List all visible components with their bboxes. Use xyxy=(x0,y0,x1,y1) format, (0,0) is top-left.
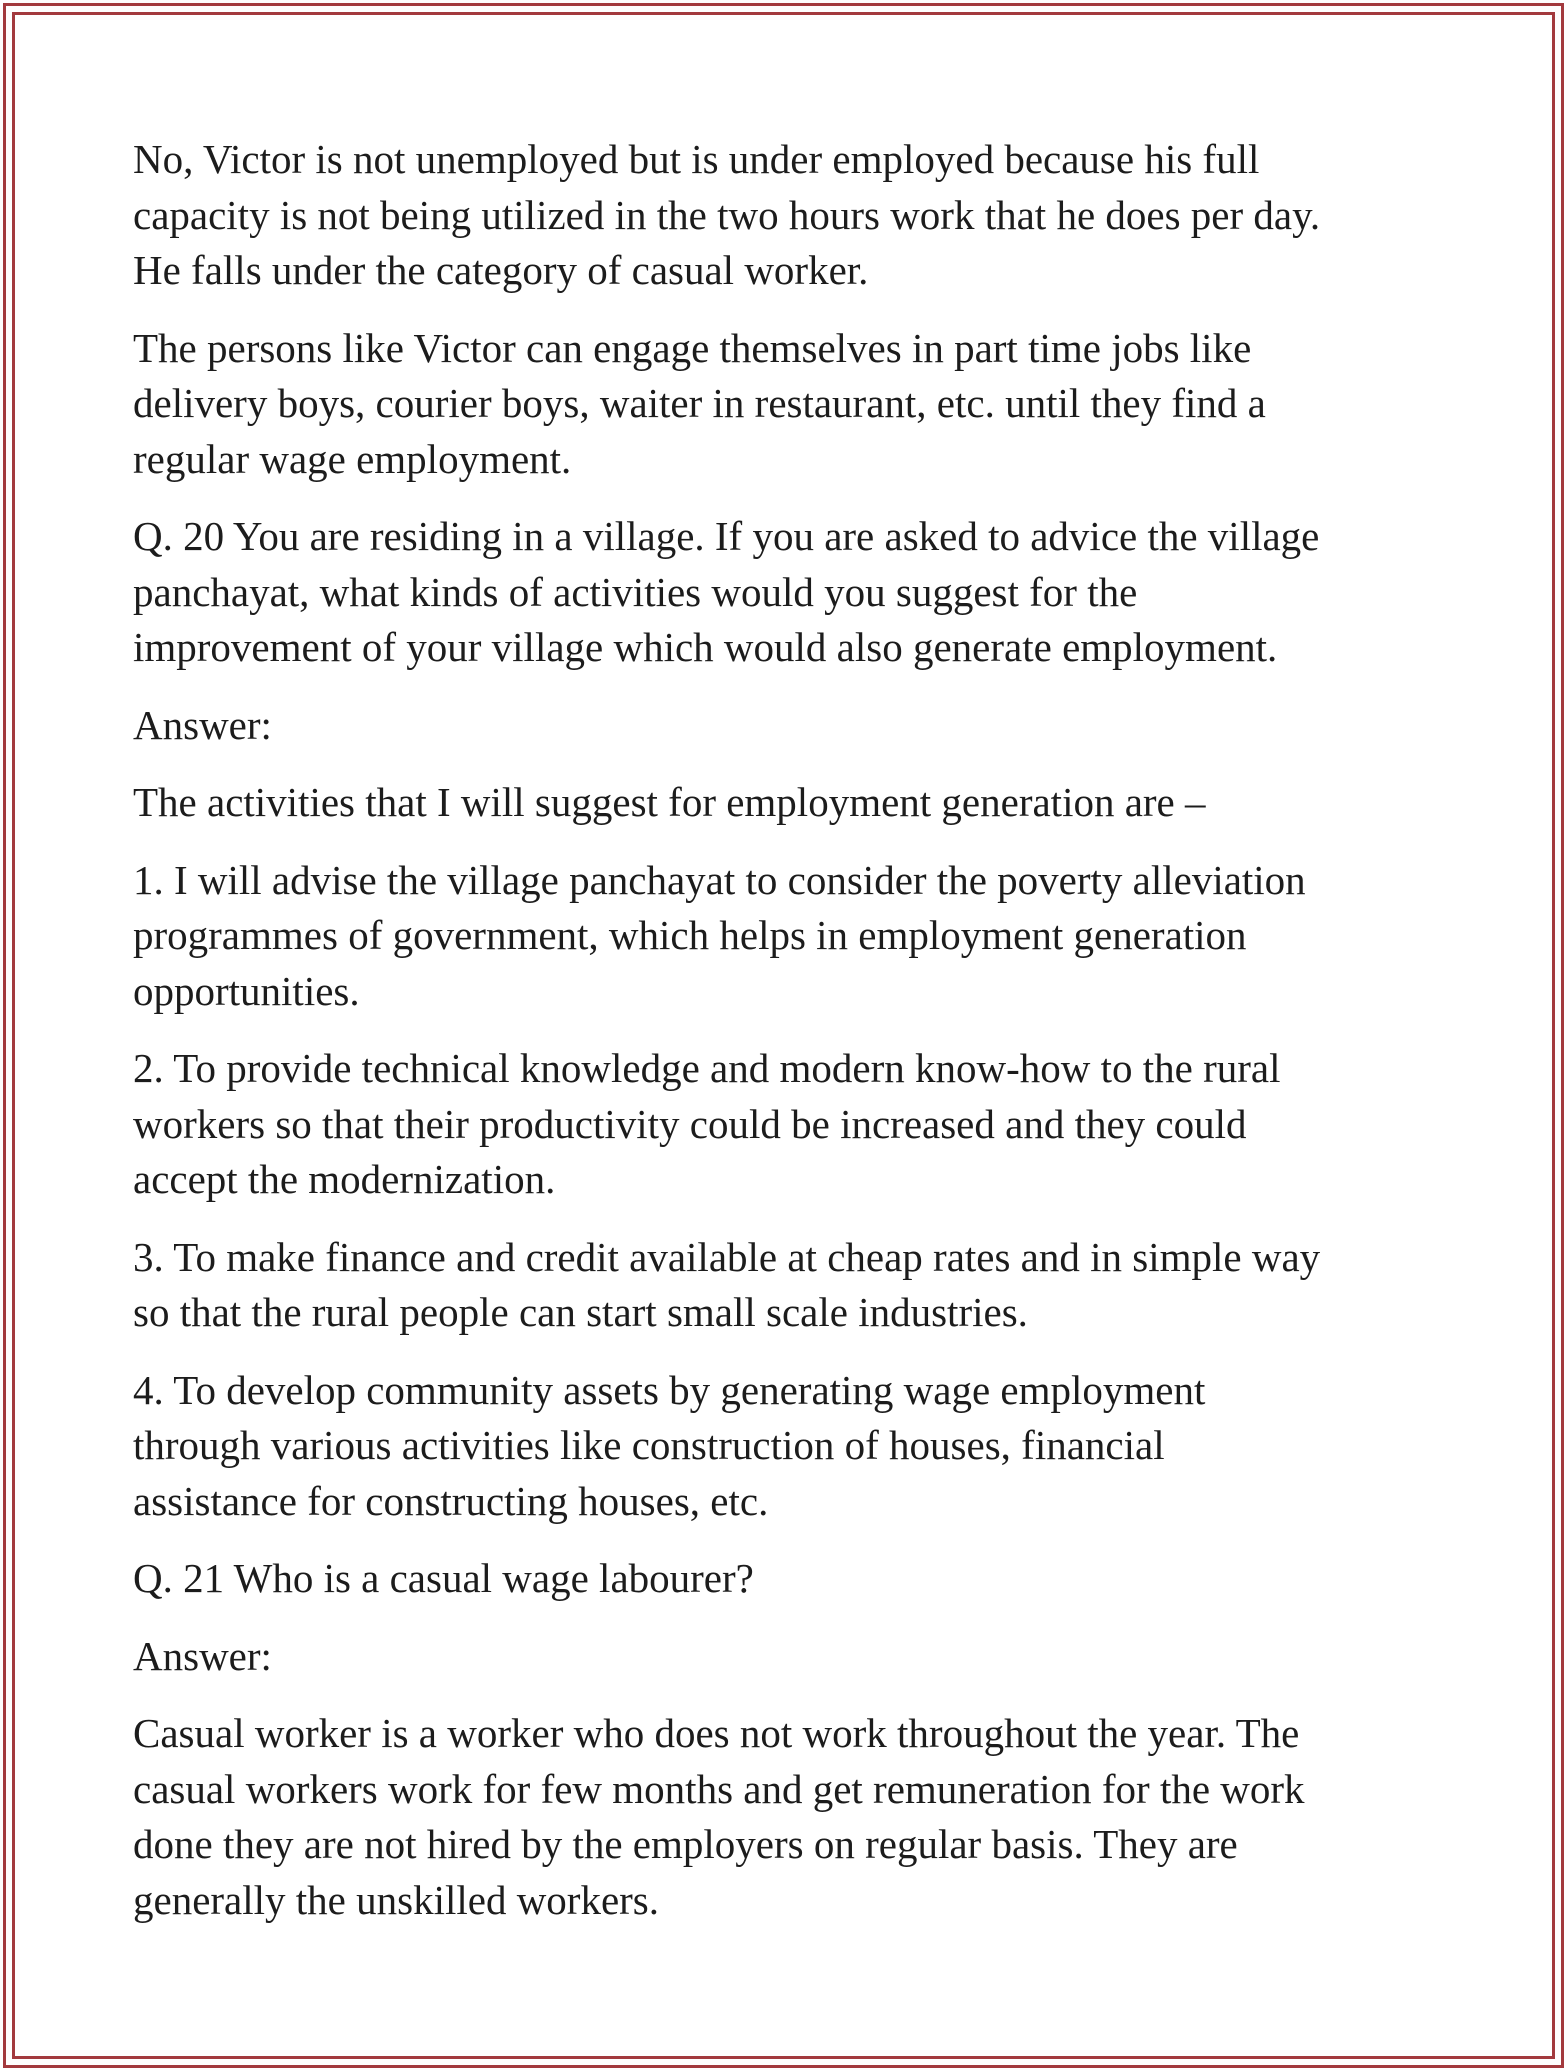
answer-label-q20: Answer: xyxy=(133,701,272,748)
answer-point-4: 4. To develop community assets by generating wage employment through various activities like construction of houses, financial assistance for constructing houses, etc. xyxy=(133,1366,1206,1524)
answer-q21: Casual worker is a worker who does not work throughout the year. The casual workers work for few months and get remuneration for the work done they are not hired by the employers on regular basis. They are generally the unskilled workers. xyxy=(133,1710,1305,1923)
answer-label-q21: Answer: xyxy=(133,1632,272,1679)
answer-point-1: 1. I will advise the village panchayat to consider the poverty alleviation programmes of government, which helps in employment generation opportunities. xyxy=(133,856,1306,1014)
answer-intro-q20: The activities that I will suggest for employment generation are – xyxy=(133,779,1206,825)
paragraph-victor-underemployed: No, Victor is not unemployed but is under employed because his full capacity is not being utilized in the two hours work that he does per day. He falls under the category of casual worker. xyxy=(133,136,1321,293)
document-body xyxy=(133,132,1453,1950)
answer-point-2: 2. To provide technical knowledge and modern know-how to the rural workers so that their productivity could be increased and they could accept the modernization. xyxy=(133,1045,1281,1202)
answer-point-3: 3. To make finance and credit available at cheap rates and in simple way so that the rural people can start small scale industries. xyxy=(133,1233,1321,1335)
paragraph-part-time-jobs: The persons like Victor can engage themselves in part time jobs like delivery boys, courier boys, waiter in restaurant, etc. until they find a regular wage employment. xyxy=(133,324,1266,482)
question-21: Q. 21 Who is a casual wage labourer? xyxy=(133,1555,754,1601)
question-20: Q. 20 You are residing in a village. If you are asked to advice the village panchayat, what kinds of activities would you suggest for the improvement of your village which would also generate employment. xyxy=(133,513,1320,670)
